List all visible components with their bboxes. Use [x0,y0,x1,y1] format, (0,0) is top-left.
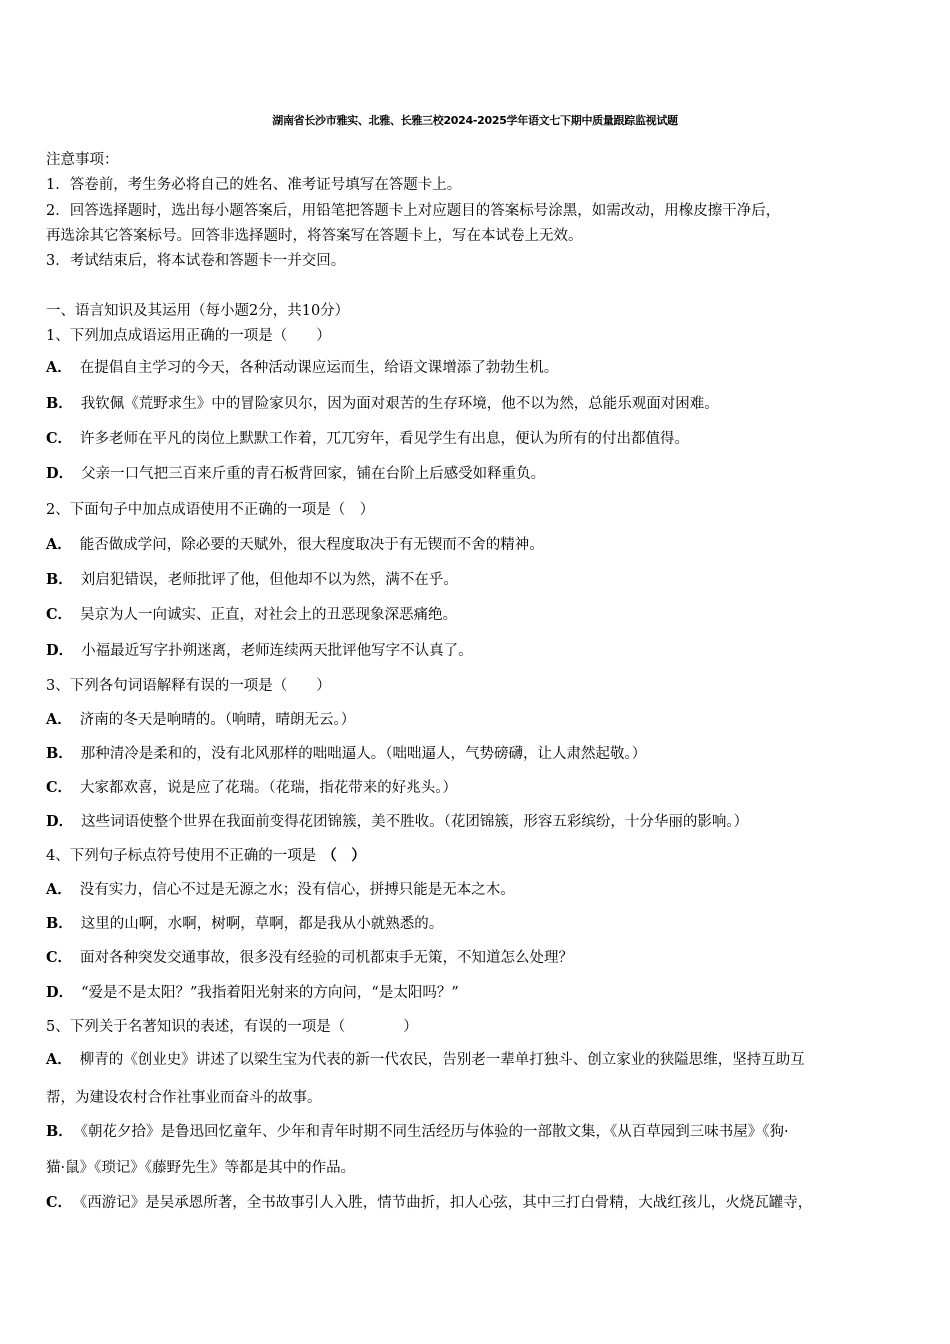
question-1-option-b [46,394,719,414]
option-text: 那种清冷是柔和的，没有北风那样的咄咄逼人。（咄咄逼人，气势磅礴，让人肃然起敬。） [80,746,647,762]
option-text: 柳青的《创业史》讲述了以梁生宝为代表的新一代农民，告别老一辈单打独斗、创立家业的狭隘思维，坚持互助互 [79,1052,805,1068]
question-2-option-c [46,605,457,625]
option-letter: C． [46,779,73,796]
option-text: 小福最近写字扑朔迷离，老师连续两天批评他写字不认真了。 [81,643,473,659]
option-letter: D． [46,465,74,482]
option-letter: A． [46,1051,72,1068]
question-3-option-d [46,812,748,832]
notice-item-2: 2．回答选择题时，选出每小题答案后，用铅笔把答题卡上对应题目的答案标号涂黑，如需改动，用橡皮擦干净后， [46,203,781,219]
option-letter: B． [46,915,73,932]
notice-heading: 注意事项： [46,152,119,168]
question-1-option-c [46,429,689,449]
option-text: 这些词语使整个世界在我面前变得花团锦簇，美不胜收。（花团锦簇，形容五彩缤纷，十分华丽的影响。） [81,814,749,830]
option-letter: A． [46,881,72,898]
option-text: 在提倡自主学习的今天，各种活动课应运而生，给语文课增添了勃勃生机。 [79,360,559,376]
option-letter: B． [46,395,73,412]
question-4-option-d [46,983,459,1003]
notice-item-1: 1．答卷前，考生务必将自己的姓名、准考证号填写在答题卡上。 [46,177,462,193]
option-text: 我钦佩《荒野求生》中的冒险家贝尔，因为面对艰苦的生存环境，他不以为然，总能乐观面对困难。 [80,396,719,412]
option-text: 这里的山啊，水啊，树啊，草啊，都是我从小就熟悉的。 [80,916,444,932]
question-5-option-a [46,1050,805,1070]
question-1-option-a [46,358,558,378]
option-text: 能否做成学问，除必要的天赋外，很大程度取决于有无锲而不舍的精神。 [79,537,544,553]
question-2-stem: 2、下面句子中加点成语使用不正确的一项是（ ） [46,502,375,518]
option-letter: B． [46,1123,73,1140]
option-letter: C． [46,430,73,447]
option-letter: C． [46,949,73,966]
option-letter: D． [46,642,74,659]
question-4-stem-text: 4、下列句子标点符号使用不正确的一项是 [46,848,317,864]
option-text: 《西游记》是吴承恩所著，全书故事引人入胜，情节曲折，扣人心弦，其中三打白骨精，大战红孩儿，火烧瓦罐寺， [80,1195,813,1211]
option-letter: C． [46,606,73,623]
question-2-option-d [46,641,473,661]
question-4-option-a [46,880,515,900]
question-5-stem: 5、下列关于名著知识的表述，有误的一项是（ ） [46,1019,418,1035]
option-text: 父亲一口气把三百来斤重的青石板背回家，铺在台阶上后感受如释重负。 [81,466,546,482]
option-letter: A． [46,359,72,376]
option-letter: B． [46,745,73,762]
option-text: 面对各种突发交通事故，很多没有经验的司机都束手无策，不知道怎么处理？ [80,950,574,966]
option-text: 《朝花夕拾》是鲁迅回忆童年、少年和青年时期不同生活经历与体验的一部散文集，《从百草园到三味书屋》《狗· [80,1124,789,1140]
question-4-stem [46,846,366,866]
option-letter: D． [46,984,74,1001]
question-1-option-d [46,464,545,484]
option-letter: A． [46,536,72,553]
option-text: 许多老师在平凡的岗位上默默工作着，兀兀穷年，看见学生有出息，便认为所有的付出都值得。 [80,431,690,447]
option-letter: D． [46,813,74,830]
option-text: 大家都欢喜，说是应了花瑞。（花瑞，指花带来的好兆头。） [80,780,458,796]
notice-item-2-cont: 再选涂其它答案标号。回答非选择题时，将答案写在答题卡上，写在本试卷上无效。 [46,228,583,244]
option-letter: A． [46,711,72,728]
question-5-option-c [46,1193,812,1213]
option-text: 吴京为人一向诚实、正直，对社会上的丑恶现象深恶痛绝。 [80,607,458,623]
option-text: 济南的冬天是响晴的。（响晴，晴朗无云。） [79,712,356,728]
page-title: 湖南省长沙市雅实、北雅、长雅三校2024-2025学年语文七下期中质量跟踪监视试题 [272,114,678,127]
option-letter: B． [46,571,73,588]
question-3-option-b [46,744,646,764]
question-4-option-c [46,948,573,968]
question-3-option-c [46,778,457,798]
question-1-stem: 1、下列加点成语运用正确的一项是（ ） [46,328,331,344]
question-5-option-b-cont: 猫·鼠》《琐记》《藤野先生》等都是其中的作品。 [46,1160,356,1176]
question-2-option-a [46,535,544,555]
question-3-option-a [46,710,355,730]
option-text: “爱是不是太阳？”我指着阳光射来的方向问，“是太阳吗？” [81,985,459,1001]
question-5-option-b [46,1122,789,1142]
option-text: 没有实力，信心不过是无源之水；没有信心，拼搏只能是无本之木。 [79,882,515,898]
section-heading: 一、语言知识及其运用（每小题2分，共10分） [46,303,350,319]
question-5-option-a-cont: 帮，为建设农村合作社事业而奋斗的故事。 [46,1090,322,1106]
notice-item-3: 3．考试结束后，将本试卷和答题卡一并交回。 [46,253,346,269]
option-letter: C． [46,1194,73,1211]
question-3-stem: 3、下列各句词语解释有误的一项是（ ） [46,678,331,694]
question-4-option-b [46,914,443,934]
question-4-stem-paren: （ ） [322,847,366,864]
question-2-option-b [46,570,458,590]
option-text: 刘启犯错误，老师批评了他，但他却不以为然，满不在乎。 [80,572,458,588]
